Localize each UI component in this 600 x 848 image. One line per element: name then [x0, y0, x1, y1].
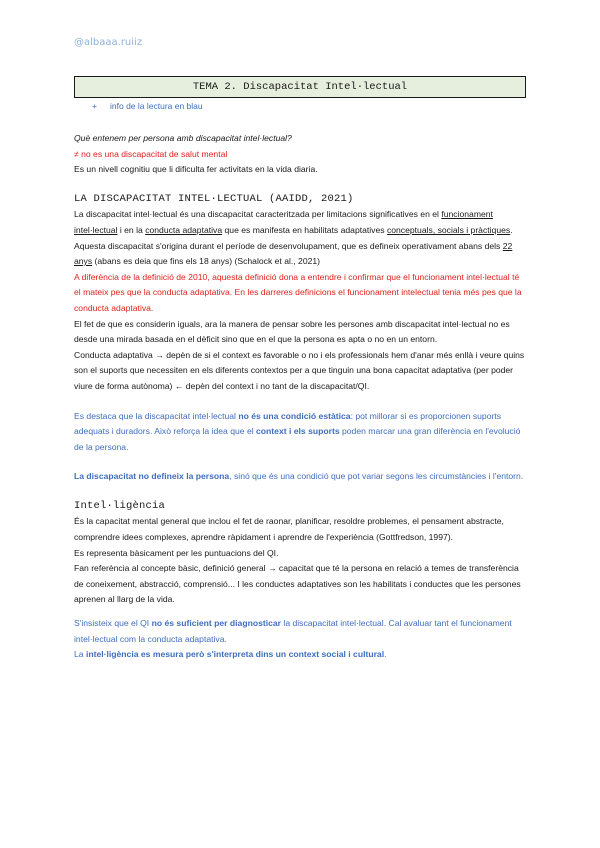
- intro-answer: Es un nivell cognitiu que li dificulta fer activitats en la vida diaria.: [74, 164, 318, 175]
- reading-note-static: [74, 409, 526, 456]
- underlined-term: 22 anys: [74, 240, 513, 267]
- bold-term: La discapacitat no defineix la persona: [74, 471, 230, 482]
- text-span: : pot millorar si es proporcionen suports adequats i duradors. Això reforça la idea que el: [74, 410, 502, 437]
- text-span: Es destaca que la discapacitat intel·lectual: [74, 410, 239, 421]
- document-body: [74, 131, 526, 663]
- text-span: i en la: [117, 224, 146, 235]
- definition-paragraph: [74, 207, 526, 269]
- adaptive-behaviour-paragraph: Conducta adaptativa → depèn de si el context es favorable o no i els professionals hem d'anar més enllà i veure quins son el suports que necessiten en els diferents contextos per a que tinguin una bona capacitat adaptativa (per poder viure de forma autònoma) ← depèn del context i no tant de la discapacitat/QI.: [74, 349, 525, 391]
- underlined-term: conceptuals, socials i pràctiques: [386, 224, 511, 235]
- text-span: la discapacitat intel·lectual. Cal avaluar tant el funcionament intel·lectual com la conducta adaptativa.: [74, 618, 512, 644]
- page-title-box: [74, 76, 526, 98]
- text-span: , sinó que és una condició que pot variar segons les circumstàncies i l'entorn.: [229, 471, 524, 482]
- text-span: .: [384, 649, 387, 660]
- reading-note-person: [74, 469, 526, 485]
- bold-term: intel·ligència es mesura però s'interpreta dins un context social i cultural: [85, 649, 385, 660]
- bold-term: no és una condició estàtica: [238, 410, 351, 421]
- bold-term: context i els suports: [256, 426, 340, 437]
- author-handle: @albaaa.ruiiz: [74, 37, 143, 48]
- concept-paragraph: Fan referència al concepte bàsic, definició general → capacitat que té la persona en relació a temes de transferència de coneixement, abstracció, comprensió... I les conductes adaptatives son les habilitats i conductes que les persones aprenen al llarg de la vida.: [74, 563, 521, 605]
- bold-term: no és suficient per diagnosticar: [151, 618, 282, 629]
- underlined-term: funcionament intel·lectual: [74, 209, 493, 235]
- text-span: que es manifesta en habilitats adaptatives: [222, 224, 387, 235]
- intro-question: Què entenem per persona amb discapacitat intel·lectual?: [74, 133, 292, 143]
- text-span: S'insisteix que el QI: [74, 618, 152, 629]
- definition-change-note: A diferència de la definició de 2010, aquesta definició dona a entendre i confirmar que el funcionament intel·lectual té el mateix pes que la conducta adaptativa. En les darreres definicions el funcionament intelectual tenia més pes que la conducta adaptativa.: [74, 271, 522, 313]
- underlined-term: conducta adaptativa: [145, 224, 223, 235]
- equal-weight-paragraph: El fet de que es considerin iguals, ara la manera de pensar sobre les persones amb discapacitat intel·lectual no es desde una mirada basada en el dèficit sino que en el que la persona es apta o no en un entorn.: [74, 318, 510, 345]
- section-heading-intelligence: Intel·ligència: [74, 499, 166, 512]
- iq-paragraph: Es representa bàsicament per les puntuacions del QI.: [74, 547, 279, 558]
- text-span: La: [74, 649, 86, 660]
- text-span: poden marcar una gran diferència en l'evolució de la persona.: [74, 426, 521, 452]
- page-title: TEMA 2. Discapacitat Intel·lectual: [192, 81, 408, 93]
- reading-note-context: [74, 647, 526, 663]
- text-span: (abans es deia que fins els 18 anys) (Schalock et al., 2021): [92, 256, 321, 267]
- text-span: La discapacitat intel·lectual és una discapacitat caracteritzada per limitacions significatives en el: [74, 209, 442, 220]
- plus-bullet-icon: +: [92, 101, 97, 111]
- section-heading-discapacitat: LA DISCAPACITAT INTEL·LECTUAL (AAIDD, 2021): [74, 192, 354, 205]
- bullet-note: [92, 101, 203, 111]
- reading-note-iq: [74, 616, 526, 647]
- text-span: . Aquesta discapacitat s'origina durant el període de desenvolupament, que es defineix operativament abans dels: [74, 224, 513, 251]
- intelligence-definition: És la capacitat mental general que inclou el fet de raonar, planificar, resoldre problemes, el pensament abstracte, comprendre idees complexes, aprendre ràpidament i aprendre de l'experiència (Gottfredson, 1997).: [74, 516, 504, 543]
- intro-note: ≠ no es una discapacitat de salut mental: [74, 148, 228, 159]
- bullet-note-text: info de la lectura en blau: [110, 101, 203, 111]
